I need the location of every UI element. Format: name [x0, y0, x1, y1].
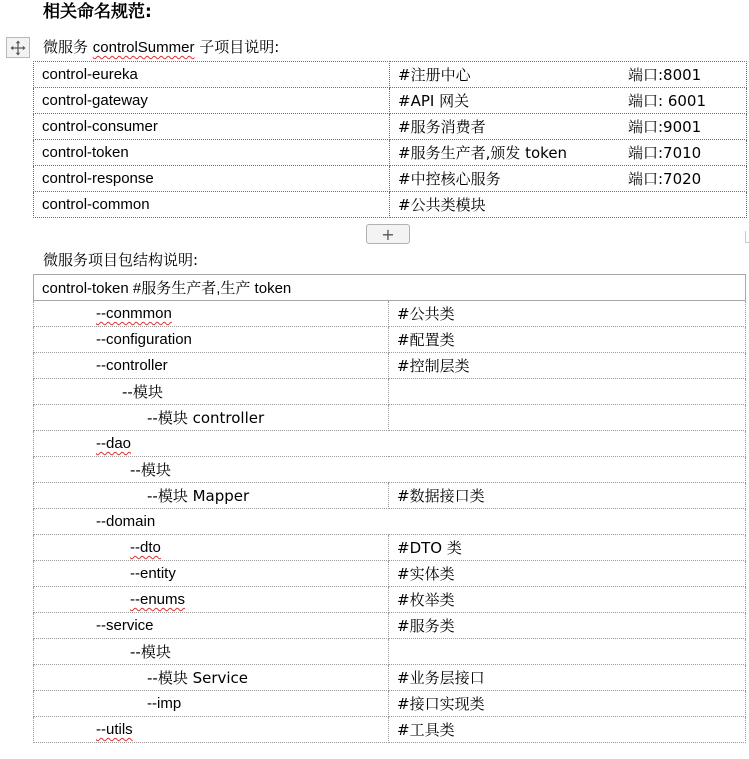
packages-header-cell[interactable]: control-token #服务生产者,生产 token [34, 275, 746, 301]
table-move-handle[interactable] [6, 37, 30, 58]
package-name-cell[interactable] [34, 587, 389, 613]
package-desc-cell[interactable]: #数据接口类 [389, 483, 746, 509]
add-row-button[interactable] [366, 224, 410, 244]
table-row [34, 166, 747, 192]
package-desc-cell[interactable]: #工具类 [389, 717, 746, 743]
service-name-cell[interactable]: control-eureka [34, 62, 390, 88]
table-row [34, 535, 746, 561]
packages-caption: 微服务项目包结构说明: [43, 251, 199, 269]
package-name-cell[interactable]: --entity [34, 561, 389, 587]
package-name: --dao [96, 435, 132, 452]
table-row [34, 379, 746, 405]
services-caption-suffix: 子项目说明: [194, 38, 280, 56]
service-desc-cell[interactable] [390, 140, 747, 166]
package-name: --conmmon [96, 305, 172, 322]
table-row [34, 587, 746, 613]
project-name: controlSummer [92, 39, 195, 56]
table-row [34, 140, 747, 166]
services-caption-prefix: 微服务 [43, 38, 93, 56]
table-row [34, 62, 747, 88]
table-row [34, 665, 746, 691]
package-name-cell[interactable] [34, 431, 746, 457]
service-port: 端口:7010 [628, 144, 702, 162]
package-name-cell[interactable] [34, 301, 389, 327]
package-desc-cell[interactable] [389, 639, 746, 665]
package-desc-cell[interactable]: #服务类 [389, 613, 746, 639]
service-name-cell[interactable]: control-gateway [34, 88, 390, 114]
table-row [34, 192, 747, 218]
service-name-cell[interactable]: control-token [34, 140, 390, 166]
service-port: 端口:8001 [628, 66, 702, 84]
package-desc-cell[interactable]: #控制层类 [389, 353, 746, 379]
service-desc-cell[interactable] [390, 192, 747, 218]
service-desc: #服务消费者 [398, 118, 486, 136]
package-name-cell[interactable]: --domain [34, 509, 746, 535]
table-row [34, 353, 746, 379]
services-table [33, 61, 747, 218]
service-desc: #API 网关 [398, 92, 470, 110]
table-row [34, 613, 746, 639]
package-name-cell[interactable]: --controller [34, 353, 389, 379]
service-desc-cell[interactable] [390, 114, 747, 140]
table-header-row [34, 275, 746, 301]
table-row [34, 114, 747, 140]
package-name: --utils [96, 721, 133, 738]
package-name-cell[interactable]: --模块 Service [34, 665, 389, 691]
table-row [34, 457, 746, 483]
package-name-cell[interactable] [34, 717, 389, 743]
package-name: --dto [130, 539, 161, 556]
table-row [34, 639, 746, 665]
package-name-cell[interactable] [34, 535, 389, 561]
plus-icon: + [381, 224, 395, 244]
table-resize-marker [745, 231, 749, 243]
service-desc-cell[interactable] [390, 166, 747, 192]
table-row [34, 327, 746, 353]
package-name-cell[interactable]: --模块 [34, 639, 389, 665]
service-port: 端口:7020 [628, 170, 702, 188]
package-name-cell[interactable]: --模块 [34, 457, 746, 483]
table-row [34, 717, 746, 743]
table-row [34, 405, 746, 431]
service-name-cell[interactable]: control-consumer [34, 114, 390, 140]
service-desc-cell[interactable] [390, 62, 747, 88]
package-desc-cell[interactable]: #公共类 [389, 301, 746, 327]
table-row [34, 301, 746, 327]
package-desc-cell[interactable] [389, 405, 746, 431]
service-port: 端口:9001 [628, 118, 702, 136]
table-row [34, 431, 746, 457]
service-port: 端口: 6001 [628, 92, 706, 110]
move-arrows-icon [10, 40, 26, 56]
service-desc: #注册中心 [398, 66, 471, 84]
service-desc: #服务生产者,颁发 token [398, 144, 568, 162]
service-desc-cell[interactable] [390, 88, 747, 114]
package-name-cell[interactable]: --模块 Mapper [34, 483, 389, 509]
packages-table [33, 274, 746, 743]
package-name-cell[interactable]: --模块 controller [34, 405, 389, 431]
package-desc-cell[interactable]: #实体类 [389, 561, 746, 587]
package-desc-cell[interactable]: #DTO 类 [389, 535, 746, 561]
package-desc-cell[interactable]: #接口实现类 [389, 691, 746, 717]
package-name-cell[interactable]: --configuration [34, 327, 389, 353]
services-caption [43, 36, 279, 59]
service-name-cell[interactable]: control-common [34, 192, 390, 218]
service-name-cell[interactable]: control-response [34, 166, 390, 192]
section-heading: 相关命名规范: [43, 2, 152, 22]
package-name: --enums [130, 591, 186, 608]
table-row [34, 509, 746, 535]
table-row [34, 483, 746, 509]
table-row [34, 88, 747, 114]
package-desc-cell[interactable] [389, 379, 746, 405]
package-name-cell[interactable]: --service [34, 613, 389, 639]
package-desc-cell[interactable]: #业务层接口 [389, 665, 746, 691]
package-desc-cell[interactable]: #枚举类 [389, 587, 746, 613]
package-name-cell[interactable]: --模块 [34, 379, 389, 405]
package-name-cell[interactable]: --imp [34, 691, 389, 717]
service-desc: #中控核心服务 [398, 170, 501, 188]
table-row [34, 691, 746, 717]
package-desc-cell[interactable]: #配置类 [389, 327, 746, 353]
service-desc: #公共类模块 [398, 196, 486, 214]
table-row [34, 561, 746, 587]
